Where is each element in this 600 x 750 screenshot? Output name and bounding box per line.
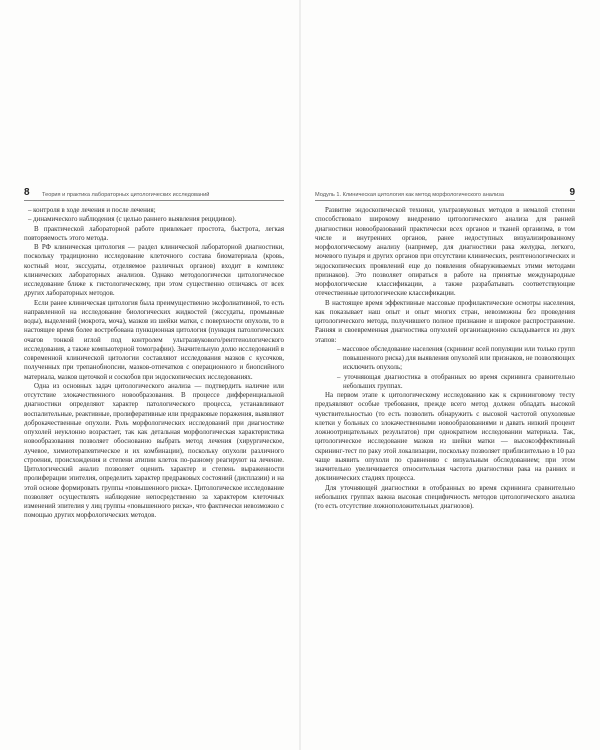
paragraph: Развитие эндоскопической техники, ультразвуковых методов в немалой степени способствовало широкому внедрению цитологического анализа для ранней диагностики новообразований практически всех органов и тканей организма, в том числе и внутренних органов, ранее недоступных визуализированному морфологическому анализу (например, для диагностики рака желудка, легкого, мочевого пузыря и других органов при отсутствии клинических, рентгенологических и эндоскопических проявлений еще до появления обнаруживаемых этими методами признаков). Это позволяет опираться в работе на принятые международные морфологические классификации, а также разрабатывать соответствующие отечественные цитологические классификации. (315, 207, 575, 298)
left-page-text (24, 206, 284, 521)
paragraph: – массовое обследование населения (скрининг всей популяции или только групп повышенного риска) для выявления опухолей или признаков, не позволяющих исключить опухоль; (337, 345, 575, 372)
right-page-number: 9 (569, 187, 575, 198)
paragraph: – уточняющая диагностика в отобранных во время скрининга сравнительно небольших группах. (337, 373, 575, 390)
paragraph: Одна из основных задач цитологического анализа — подтвердить наличие или отсутствие злокачественного новообразования. В процессе дифференциальной диагностики определяют характер патологического процесса, устанавливают воспалительные, реактивные, пролиферативные или предраковые поражения, выявляют доброкачественные опухоли. Роль морфологических исследований при диагностике опухолей неуклонно возрастает, так как детальная морфологическая характеристика новообразования позволяет обоснованно выбрать метод лечения (хирургическое, лучевое, химиотерапевтическое и их комбинации), поскольку опухоли различного строения, происхождения и степени атипии клеток по-разному реагируют на лечение. Цитологический анализ позволяет оценить характер и степень выраженности пролиферации эпителия, определить характер предраковых состояний (дисплазии) и на этой основе формировать группы «повышенного риска». Цитологическое исследование позволяет осуществлять наблюдение непосредственно за характером клеточных изменений эпителия у лиц группы «повышенного риска», что фактически невозможно с помощью других морфологических методов. (24, 382, 284, 520)
paragraph: Для уточняющей диагностики в отобранных во время скрининга сравнительно небольших группах важна высокая специфичность методов цитологического анализа (то есть отсутствие ложноположительных диагнозов). (315, 484, 575, 510)
paragraph: В практической лабораторной работе привлекает простота, быстрота, легкая повторяемость этого метода. (24, 225, 284, 242)
book-gutter (299, 0, 301, 750)
paragraph: Если ранее клиническая цитология была преимущественно эксфолиативной, то есть направленной на исследование биологических жидкостей (экссудаты, промывные воды), выделений (мокрота, моча), мазков из шейки матки, с поверхности опухоли, то в настоящее время более востребована пункционная цитология (пункция патологических очагов тонкой иглой под контролем ультразвукового/рентгенологического исследования, а также компьютерной томографии). Значительную долю исследований в современной клинической цитологии составляют исследования мазков с кусочков, полученных при трепанобиопсии, мазков-отпечатков с операционного и биопсийного материала, мазков щеточкой и соскобов при эндоскопических исследованиях. (24, 299, 284, 381)
right-running-head: Модуль 1. Клиническая цитология как метод морфологического анализа (315, 192, 504, 198)
right-page (315, 186, 575, 511)
left-page-number: 8 (24, 187, 30, 198)
left-page-header (24, 186, 284, 201)
right-page-text (315, 206, 575, 511)
paragraph: – контроля в ходе лечения и после лечения; (28, 207, 156, 214)
left-running-head: Теория и практика лабораторных цитологических исследований (42, 192, 210, 198)
paragraph: На первом этапе к цитологическому исследованию как к скрининговому тесту предъявляют особые требования, прежде всего метод должен обладать высокой чувствительностью (то есть позволить обнаружить с высокой частотой опухолевые клетки у больных со злокачественными новообразованиями и давать низкий процент ложноотрицательных результатов) при однократном исследовании материала. Так, цитологическое исследование мазков из шейки матки — высокоэффективный скрининг-тест по раку этой локализации, поскольку позволяет приблизительно в 10 раз чаще выявить опухоли по сравнению с визуальным обследованием; при этом значительно увеличивается относительная частота диагностики рака на ранних и доклинических стадиях процесса. (315, 392, 575, 483)
left-page (24, 186, 284, 521)
paragraph: В РФ клиническая цитология — раздел клинической лабораторной диагностики, поскольку традиционно исследование клеточного состава биоматериала (кровь, костный мозг, экссудаты, отделяемое различных органов) входит в комплекс клинических лабораторных анализов. Однако методологически цитологическое исследование ближе к гистологическому, при этом существенно отличаясь от всех других лабораторных методов. (24, 244, 284, 298)
paragraph: – динамического наблюдения (с целью раннего выявления рецидивов). (28, 216, 237, 224)
right-page-header (315, 186, 575, 201)
paragraph: В настоящее время эффективные массовые профилактические осмотры населения, как показывает наш опыт и опыт многих стран, невозможны без проведения цитологического метода, получившего полное признание и широкое распространение. Ранняя и своевременная диагностика опухолей организационно складывается из двух этапов: (315, 299, 575, 344)
